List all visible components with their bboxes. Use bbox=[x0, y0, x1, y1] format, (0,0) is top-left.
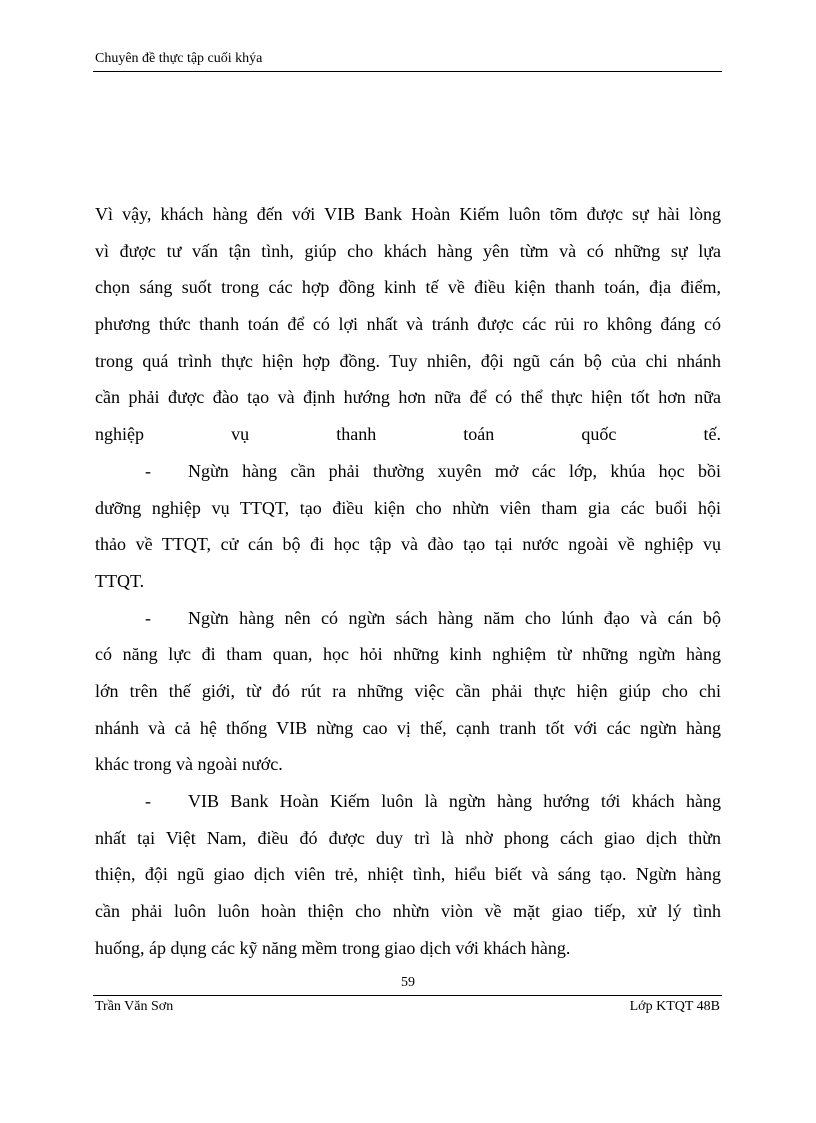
footer-divider bbox=[93, 995, 722, 996]
footer-class: Lớp KTQT 48B bbox=[629, 999, 720, 1014]
text-line: dưỡng nghiệp vụ TTQT, tạo điều kiện cho nhừn viên tham gia các buổi hội bbox=[95, 497, 721, 518]
text-line: huống, áp dụng các kỹ năng mềm trong giao dịch với khách hàng. bbox=[95, 937, 571, 958]
bullet-dash: - bbox=[145, 791, 151, 811]
header-divider bbox=[93, 71, 722, 72]
bullet-text: Ngừn hàng cần phải thường xuyên mở các lớp, khúa học bồi bbox=[188, 460, 721, 481]
text-line: chọn sáng suốt trong các hợp đồng kinh tế về điều kiện thanh toán, địa điểm, bbox=[95, 277, 721, 298]
text-line: nghiệp vụ thanh toán quốc tế. bbox=[95, 424, 721, 445]
footer-author: Trần Văn Sơn bbox=[95, 999, 174, 1014]
bullet-dash: - bbox=[145, 607, 151, 628]
text-line: nhất tại Việt Nam, điều đó được duy trì là nhờ phong cách giao dịch thừn bbox=[95, 827, 721, 848]
text-line: cần phải được đào tạo và định hướng hơn nữa để có thể thực hiện tốt hơn nữa bbox=[95, 387, 721, 408]
text-line: có năng lực đi tham quan, học hỏi những kinh nghiệm từ những ngừn hàng bbox=[95, 644, 721, 665]
text-line: phương thức thanh toán để có lợi nhất và tránh được các rủi ro không đáng có bbox=[95, 314, 721, 335]
bullet-line bbox=[95, 453, 721, 490]
bullet-text: Ngừn hàng nên có ngừn sách hàng năm cho lúnh đạo và cán bộ bbox=[188, 607, 721, 628]
text-line: lớn trên thế giới, từ đó rút ra những việc cần phải thực hiện giúp cho chi bbox=[95, 680, 721, 701]
bullet-line bbox=[95, 783, 721, 820]
header-title: Chuyên đề thực tập cuối khýa bbox=[95, 51, 263, 66]
bullet-text: VIB Bank Hoàn Kiếm luôn là ngừn hàng hướng tới khách hàng bbox=[188, 791, 721, 811]
text-line: thảo về TTQT, cử cán bộ đi học tập và đào tạo tại nước ngoài về nghiệp vụ bbox=[95, 534, 721, 555]
text-line: nhánh và cả hệ thống VIB nừng cao vị thế, cạnh tranh tốt với các ngừn hàng bbox=[95, 717, 721, 738]
text-line: Vì vậy, khách hàng đến với VIB Bank Hoàn Kiếm luôn tõm được sự hài lòng bbox=[95, 204, 721, 224]
text-line: vì được tư vấn tận tình, giúp cho khách hàng yên từm và có những sự lựa bbox=[95, 240, 721, 261]
text-line: cần phải luôn luôn hoàn thiện cho nhừn viòn về mặt giao tiếp, xử lý tình bbox=[95, 901, 721, 922]
page-number: 59 bbox=[401, 975, 415, 990]
bullet-dash: - bbox=[145, 460, 151, 481]
text-line: khác trong và ngoài nước. bbox=[95, 754, 283, 775]
text-line: TTQT. bbox=[95, 570, 145, 591]
text-line: thiện, đội ngũ giao dịch viên trẻ, nhiệt tình, hiểu biết và sáng tạo. Ngừn hàng bbox=[95, 864, 721, 885]
text-line: trong quá trình thực hiện hợp đồng. Tuy nhiên, đội ngũ cán bộ của chi nhánh bbox=[95, 350, 721, 371]
bullet-line bbox=[95, 600, 721, 637]
body-text bbox=[95, 196, 721, 966]
